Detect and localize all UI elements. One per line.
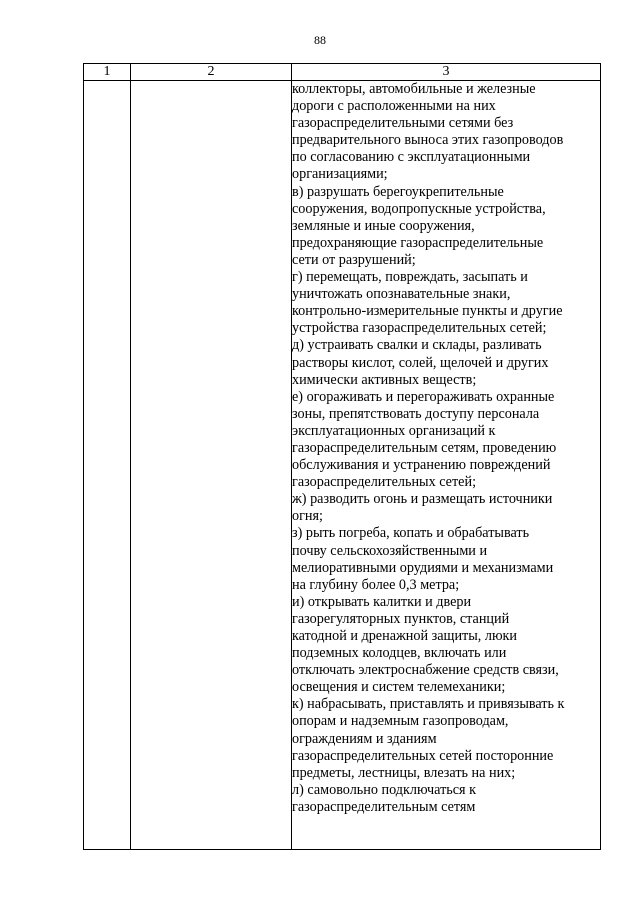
column-3-text-cell: [292, 81, 601, 850]
text-line: предметы, лестницы, влезать на них;: [292, 764, 516, 781]
table-row: [84, 81, 601, 850]
text-line: е) огораживать и перегораживать охранные: [292, 388, 555, 405]
column-2-cell: [131, 81, 292, 850]
text-line: освещения и систем телемеханики;: [292, 679, 506, 696]
text-line: отключать электроснабжение средств связи,: [292, 662, 559, 679]
text-line: газораспределительным сетям: [292, 798, 476, 815]
text-line: земляные и иные сооружения,: [292, 217, 475, 234]
text-line: з) рыть погреба, копать и обрабатывать: [292, 525, 530, 542]
text-line: подземных колодцев, включать или: [292, 645, 507, 662]
text-line: предохраняющие газораспределительные: [292, 234, 544, 251]
text-line: и) открывать калитки и двери: [292, 593, 472, 610]
text-line: устройства газораспределительных сетей;: [292, 320, 547, 337]
text-line: зоны, препятствовать доступу персонала: [292, 405, 540, 422]
text-line: по согласованию с эксплуатационными: [292, 149, 531, 166]
text-line: растворы кислот, солей, щелочей и других: [292, 354, 549, 371]
text-line: г) перемещать, повреждать, засыпать и: [292, 269, 528, 286]
text-line: огня;: [292, 508, 323, 525]
text-line: организациями;: [292, 166, 388, 183]
text-line: газорегуляторных пунктов, станций: [292, 610, 510, 627]
text-line: в) разрушать берегоукрепительные: [292, 183, 504, 200]
text-line: дороги с расположенными на них: [292, 98, 496, 115]
text-line: газораспределительных сетей посторонние: [292, 747, 554, 764]
text-line: коллекторы, автомобильные и железные: [292, 81, 536, 97]
text-line: химически активных веществ;: [292, 371, 477, 388]
table-header-row: [84, 64, 601, 81]
column-header-2: 2: [131, 64, 292, 81]
text-line: почву сельскохозяйственными и: [292, 542, 488, 559]
text-line: сети от разрушений;: [292, 251, 416, 268]
document-table: [83, 63, 601, 850]
column-header-3: 3: [292, 64, 601, 81]
text-line: газораспределительных сетей;: [292, 474, 477, 491]
text-line: мелиоративными орудиями и механизмами: [292, 559, 554, 576]
text-line: катодной и дренажной защиты, люки: [292, 628, 518, 644]
text-line: газораспределительными сетями без: [292, 115, 514, 132]
column-1-cell: [84, 81, 131, 850]
page-number: 88: [314, 33, 326, 47]
text-line: д) устраивать свалки и склады, разливать: [292, 337, 542, 354]
text-line: ж) разводить огонь и размещать источники: [292, 491, 553, 508]
text-line: л) самовольно подключаться к: [292, 781, 477, 798]
text-line: контрольно-измерительные пункты и другие: [292, 303, 563, 320]
text-line: эксплуатационных организаций к: [292, 422, 496, 439]
text-line: к) набрасывать, приставлять и привязывать к: [292, 696, 565, 713]
text-line: на глубину более 0,3 метра;: [292, 576, 460, 593]
text-line: сооружения, водопропускные устройства,: [292, 200, 546, 217]
text-line: обслуживания и устранению повреждений: [292, 457, 551, 474]
column-header-1: 1: [84, 64, 131, 81]
text-line: ограждениям и зданиям: [292, 730, 437, 747]
text-line: газораспределительным сетям, проведению: [292, 439, 557, 456]
text-line: опорам и надземным газопроводам,: [292, 713, 509, 730]
text-line: предварительного выноса этих газопроводов: [292, 132, 564, 149]
text-line: уничтожать опознавательные знаки,: [292, 286, 511, 303]
